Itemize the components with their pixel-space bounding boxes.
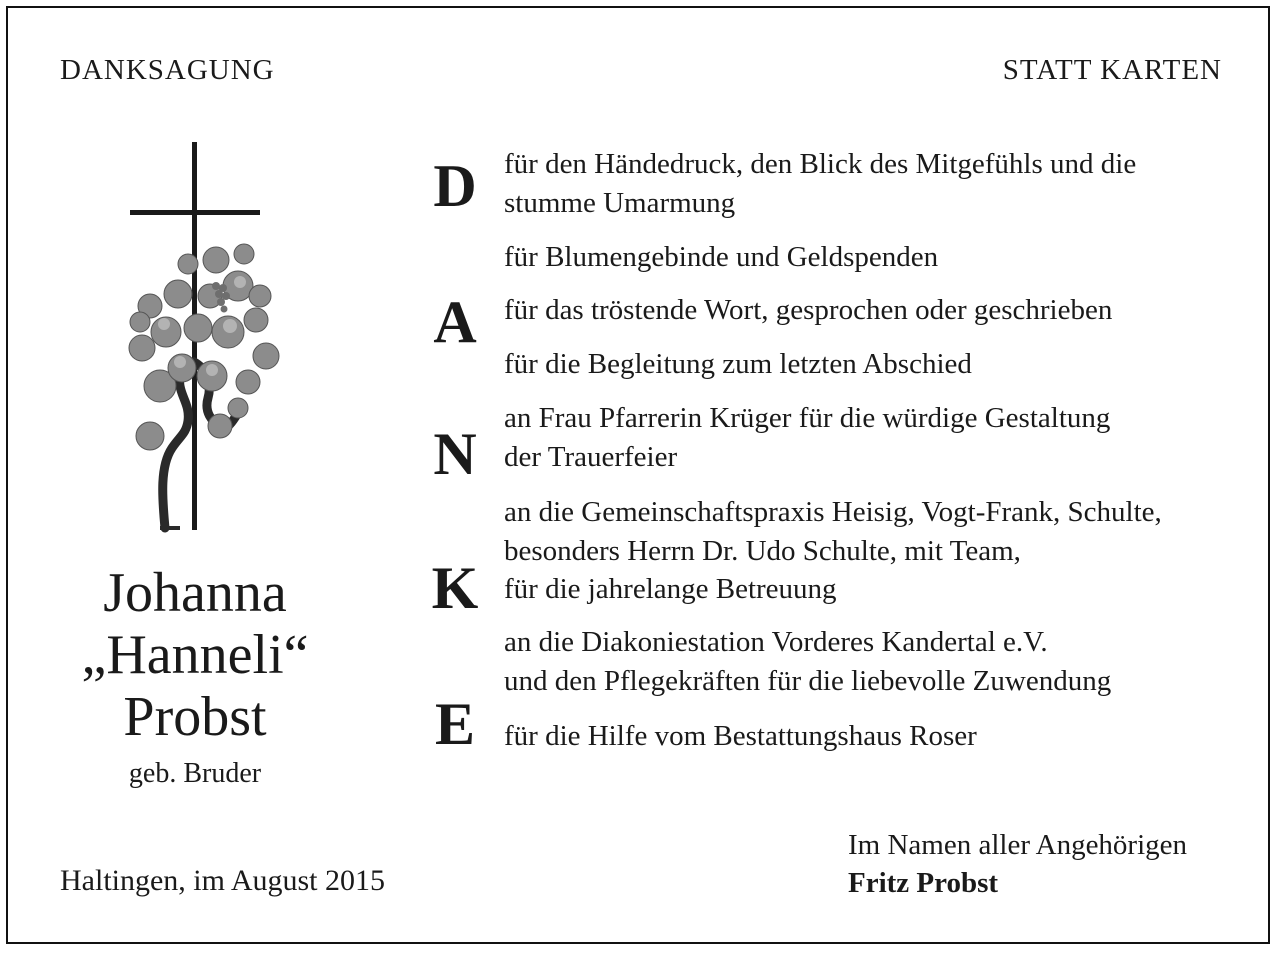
deceased-surname: Probst [123,686,267,748]
thanks-line: für den Händedruck, den Blick des Mitgefühls und die [504,148,1137,180]
header-danksagung: DANKSAGUNG [60,54,275,86]
birth-name: geb. Bruder [128,758,262,789]
thanks-line: für die Hilfe vom Bestattungshaus Roser [504,720,977,752]
acrostic-letter-a: A [433,289,477,355]
thanks-line: für das tröstende Wort, gesprochen oder geschrieben [504,294,1113,326]
deceased-nickname: „Hanneli“ [81,624,309,686]
acrostic-letter-d: D [433,153,477,219]
cross-with-grapevine-icon [120,136,290,536]
thanks-line: für die jahrelange Betreuung [504,573,837,605]
signature-intro: Im Namen aller Angehörigen [848,829,1188,861]
thanks-line: an Frau Pfarrerin Krüger für die würdige Gestaltung [504,402,1111,434]
acrostic-letter-k: K [431,555,479,621]
place-and-date: Haltingen, im August 2015 [60,864,385,897]
acrostic-letter-n: N [433,421,477,487]
thanks-line: für Blumengebinde und Geldspenden [504,241,939,273]
deceased-name-block [40,562,350,794]
thanks-line: besonders Herrn Dr. Udo Schulte, mit Team, [504,535,1021,567]
thanks-line: an die Gemeinschaftspraxis Heisig, Vogt-Frank, Schulte, [504,496,1162,528]
thanks-line: für die Begleitung zum letzten Abschied [504,348,972,380]
thanks-line: stumme Umarmung [504,187,736,219]
deceased-first-name: Johanna [103,562,287,624]
signature-name: Fritz Probst [848,867,999,899]
thanks-line: an die Diakoniestation Vorderes Kandertal e.V. [504,626,1048,658]
acrostic-letter-e: E [434,691,476,757]
thanks-line: und den Pflegekräften für die liebevolle Zuwendung [504,665,1112,697]
header-statt-karten: STATT KARTEN [1002,54,1222,86]
thanks-line: der Trauerfeier [504,441,678,473]
